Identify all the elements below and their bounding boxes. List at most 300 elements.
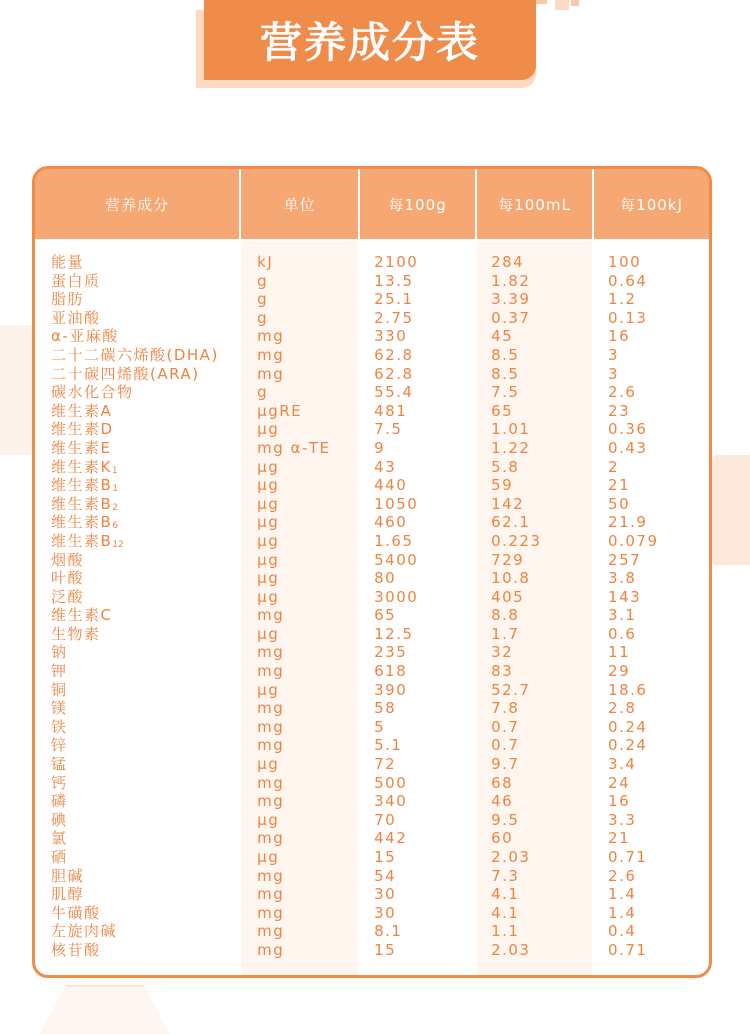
column-body-nutrient <box>35 241 239 975</box>
cell-text: 5.8 <box>491 457 520 476</box>
cell-text: 2.6 <box>608 383 637 402</box>
table-cell-name <box>51 458 239 477</box>
cell-text: 4.1 <box>491 885 520 904</box>
table-cell-g100 <box>374 625 475 644</box>
table-cell-ml100 <box>491 904 592 923</box>
cell-text: 58 <box>374 699 397 718</box>
table-cell-g100 <box>374 272 475 291</box>
cell-text: 32 <box>491 643 514 662</box>
table-cell-g100 <box>374 662 475 681</box>
cell-text: mg <box>257 736 285 755</box>
cell-text: 8.1 <box>374 922 403 941</box>
table-cell-ml100 <box>491 922 592 941</box>
table-cell-kj100 <box>608 606 709 625</box>
table-cell-unit <box>257 476 358 495</box>
cell-text: 7.5 <box>491 383 520 402</box>
table-cell-kj100 <box>608 774 709 793</box>
table-cell-ml100 <box>491 829 592 848</box>
table-cell-name <box>51 253 239 272</box>
cell-subscript: 6 <box>112 521 119 532</box>
table-cell-unit <box>257 272 358 291</box>
cell-text: 维生素B <box>51 476 113 495</box>
cell-text: g <box>257 271 269 290</box>
table-cell-kj100 <box>608 476 709 495</box>
table-cell-kj100 <box>608 625 709 644</box>
cell-text: 460 <box>374 513 408 532</box>
table-cell-kj100 <box>608 904 709 923</box>
cell-text: 0.43 <box>608 438 648 457</box>
table-cell-unit <box>257 606 358 625</box>
table-cell-ml100 <box>491 792 592 811</box>
table-cell-name <box>51 513 239 532</box>
cell-text: 4.1 <box>491 903 520 922</box>
cell-text: 泛酸 <box>51 587 85 606</box>
cell-text: 1.4 <box>608 903 637 922</box>
table-cell-name <box>51 625 239 644</box>
cell-text: 2.75 <box>374 308 414 327</box>
table-cell-name <box>51 718 239 737</box>
table-cell-unit <box>257 365 358 384</box>
cell-text: 0.4 <box>608 922 637 941</box>
table-cell-kj100 <box>608 513 709 532</box>
table-cell-unit <box>257 643 358 662</box>
cell-text: mg <box>257 885 285 904</box>
cell-text: 肌醇 <box>51 885 85 904</box>
table-cell-ml100 <box>491 458 592 477</box>
table-cell-kj100 <box>608 792 709 811</box>
cell-text: 锰 <box>51 755 68 774</box>
table-cell-kj100 <box>608 867 709 886</box>
nutrition-table <box>32 166 712 978</box>
table-cell-name <box>51 402 239 421</box>
cell-text: 481 <box>374 401 408 420</box>
table-cell-ml100 <box>491 569 592 588</box>
cell-text: 维生素C <box>51 606 113 625</box>
table-cell-name <box>51 309 239 328</box>
table-cell-unit <box>257 662 358 681</box>
cell-text: 442 <box>374 829 408 848</box>
cell-text: g <box>257 383 269 402</box>
cell-text: 碳水化合物 <box>51 383 134 402</box>
cell-text: 核苷酸 <box>51 940 101 959</box>
table-cell-unit <box>257 904 358 923</box>
cell-text: 62.8 <box>374 345 414 364</box>
cell-subscript: 2 <box>112 502 119 513</box>
table-cell-ml100 <box>491 885 592 904</box>
table-cell-ml100 <box>491 253 592 272</box>
table-cell-ml100 <box>491 476 592 495</box>
table-cell-ml100 <box>491 606 592 625</box>
cell-text: 62.8 <box>374 364 414 383</box>
cell-text: μg <box>257 569 280 588</box>
cell-text: 蛋白质 <box>51 271 101 290</box>
table-cell-kj100 <box>608 365 709 384</box>
table-cell-name <box>51 327 239 346</box>
cell-text: 碘 <box>51 810 68 829</box>
cell-text: 30 <box>374 903 397 922</box>
table-cell-ml100 <box>491 848 592 867</box>
cell-text: mg <box>257 662 285 681</box>
cell-text: 11 <box>608 643 631 662</box>
cell-text: 铜 <box>51 680 68 699</box>
cell-text: 16 <box>608 792 631 811</box>
table-cell-unit <box>257 551 358 570</box>
cell-text: 68 <box>491 773 514 792</box>
cell-text: mg <box>257 773 285 792</box>
cell-text: mg <box>257 922 285 941</box>
table-cell-ml100 <box>491 811 592 830</box>
cell-text: 二十碳四烯酸(ARA) <box>51 364 200 383</box>
table-cell-ml100 <box>491 495 592 514</box>
table-cell-g100 <box>374 699 475 718</box>
table-cell-g100 <box>374 606 475 625</box>
cell-text: 0.71 <box>608 848 648 866</box>
cell-text: 18.6 <box>608 680 648 699</box>
cell-text: 729 <box>491 550 525 569</box>
cell-text: 23 <box>608 401 631 420</box>
table-cell-kj100 <box>608 829 709 848</box>
cell-text: 52.7 <box>491 680 531 699</box>
cell-text: 8.8 <box>491 606 520 625</box>
table-cell-ml100 <box>491 941 592 960</box>
cell-text: 257 <box>608 550 642 569</box>
cell-text: 83 <box>491 662 514 681</box>
table-cell-kj100 <box>608 941 709 960</box>
table-cell-kj100 <box>608 551 709 570</box>
table-cell-ml100 <box>491 346 592 365</box>
title-banner <box>196 0 546 90</box>
cell-text: mg <box>257 717 285 736</box>
table-cell-kj100 <box>608 755 709 774</box>
cell-text: 21 <box>608 829 631 848</box>
column-per-100ml <box>475 169 592 975</box>
cell-text: 0.7 <box>491 736 520 755</box>
table-cell-ml100 <box>491 718 592 737</box>
table-cell-g100 <box>374 327 475 346</box>
cell-text: 能量 <box>51 253 85 271</box>
table-cell-kj100 <box>608 272 709 291</box>
table-cell-g100 <box>374 253 475 272</box>
table-cell-g100 <box>374 532 475 551</box>
cell-text: μg <box>257 513 280 532</box>
table-cell-kj100 <box>608 662 709 681</box>
cell-text: 0.7 <box>491 717 520 736</box>
table-cell-unit <box>257 309 358 328</box>
table-cell-unit <box>257 327 358 346</box>
table-cell-ml100 <box>491 588 592 607</box>
table-cell-unit <box>257 253 358 272</box>
cell-subscript: 1 <box>112 484 119 495</box>
cell-text: μg <box>257 624 280 643</box>
cell-text: 0.36 <box>608 420 648 439</box>
table-cell-g100 <box>374 365 475 384</box>
table-cell-unit <box>257 588 358 607</box>
cell-text: 390 <box>374 680 408 699</box>
cell-text: 70 <box>374 810 397 829</box>
column-header-per-100ml: 每100mL <box>477 169 592 241</box>
table-cell-kj100 <box>608 439 709 458</box>
background-decoration-bottom <box>40 985 170 1034</box>
table-cell-kj100 <box>608 420 709 439</box>
table-cell-g100 <box>374 420 475 439</box>
table-cell-unit <box>257 941 358 960</box>
cell-text: g <box>257 308 269 327</box>
table-cell-ml100 <box>491 383 592 402</box>
cell-text: 16 <box>608 327 631 346</box>
table-cell-name <box>51 495 239 514</box>
table-cell-g100 <box>374 774 475 793</box>
table-cell-unit <box>257 346 358 365</box>
table-cell-unit <box>257 402 358 421</box>
table-cell-unit <box>257 495 358 514</box>
table-cell-ml100 <box>491 755 592 774</box>
page-title: 营养成分表 <box>259 18 480 67</box>
cell-text: 9.7 <box>491 755 520 774</box>
cell-text: 340 <box>374 792 408 811</box>
cell-text: 46 <box>491 792 514 811</box>
table-cell-unit <box>257 681 358 700</box>
cell-text: 钠 <box>51 643 68 662</box>
table-cell-name <box>51 811 239 830</box>
cell-text: mg <box>257 792 285 811</box>
table-cell-ml100 <box>491 699 592 718</box>
cell-text: 2100 <box>374 253 419 271</box>
cell-text: 维生素B <box>51 494 113 513</box>
cell-text: 618 <box>374 662 408 681</box>
table-cell-unit <box>257 848 358 867</box>
table-cell-ml100 <box>491 420 592 439</box>
table-cell-unit <box>257 811 358 830</box>
cell-text: 3.4 <box>608 755 637 774</box>
cell-text: α-亚麻酸 <box>51 327 119 346</box>
cell-text: μg <box>257 550 280 569</box>
cell-text: 43 <box>374 457 397 476</box>
table-cell-name <box>51 606 239 625</box>
table-cell-name <box>51 867 239 886</box>
cell-text: 0.64 <box>608 271 648 290</box>
table-cell-kj100 <box>608 569 709 588</box>
table-cell-kj100 <box>608 532 709 551</box>
column-per-100g <box>358 169 475 975</box>
cell-text: 镁 <box>51 699 68 718</box>
table-cell-g100 <box>374 848 475 867</box>
cell-text: mg <box>257 606 285 625</box>
table-cell-ml100 <box>491 551 592 570</box>
cell-text: 维生素D <box>51 420 114 439</box>
table-cell-ml100 <box>491 532 592 551</box>
cell-text: 1.82 <box>491 271 531 290</box>
column-header-unit: 单位 <box>241 169 358 241</box>
cell-text: 330 <box>374 327 408 346</box>
cell-text: 405 <box>491 587 525 606</box>
table-cell-g100 <box>374 290 475 309</box>
table-cell-name <box>51 885 239 904</box>
column-body-per-100ml <box>477 241 592 975</box>
cell-text: mg <box>257 345 285 364</box>
table-cell-g100 <box>374 495 475 514</box>
cell-text: 亚油酸 <box>51 308 101 327</box>
cell-text: 氯 <box>51 829 68 848</box>
table-cell-g100 <box>374 681 475 700</box>
table-cell-ml100 <box>491 402 592 421</box>
cell-text: 0.71 <box>608 940 648 959</box>
cell-text: 1.4 <box>608 885 637 904</box>
table-cell-ml100 <box>491 309 592 328</box>
table-cell-g100 <box>374 643 475 662</box>
cell-text: 2.8 <box>608 699 637 718</box>
table-cell-kj100 <box>608 848 709 867</box>
table-cell-g100 <box>374 904 475 923</box>
table-cell-ml100 <box>491 774 592 793</box>
cell-text: 1.1 <box>491 922 520 941</box>
table-cell-name <box>51 755 239 774</box>
table-cell-unit <box>257 513 358 532</box>
cell-text: 3.3 <box>608 810 637 829</box>
table-cell-unit <box>257 383 358 402</box>
cell-text: 0.37 <box>491 308 531 327</box>
table-cell-g100 <box>374 792 475 811</box>
table-cell-name <box>51 365 239 384</box>
table-cell-g100 <box>374 867 475 886</box>
table-cell-kj100 <box>608 681 709 700</box>
cell-text: 15 <box>374 940 397 959</box>
table-cell-ml100 <box>491 513 592 532</box>
table-cell-g100 <box>374 402 475 421</box>
table-cell-name <box>51 829 239 848</box>
table-cell-unit <box>257 458 358 477</box>
cell-text: 21.9 <box>608 513 648 532</box>
table-cell-kj100 <box>608 699 709 718</box>
cell-text: 9 <box>374 438 386 457</box>
table-cell-name <box>51 681 239 700</box>
table-cell-unit <box>257 922 358 941</box>
table-cell-name <box>51 922 239 941</box>
cell-text: 牛磺酸 <box>51 903 101 922</box>
cell-text: 0.13 <box>608 308 648 327</box>
table-cell-unit <box>257 829 358 848</box>
table-cell-ml100 <box>491 272 592 291</box>
cell-text: 8.5 <box>491 345 520 364</box>
cell-text: 10.8 <box>491 569 531 588</box>
table-cell-kj100 <box>608 811 709 830</box>
cell-text: 2.6 <box>608 866 637 885</box>
cell-text: 25.1 <box>374 290 414 309</box>
table-cell-kj100 <box>608 383 709 402</box>
cell-text: 2.03 <box>491 848 531 866</box>
cell-text: mg <box>257 903 285 922</box>
table-cell-name <box>51 346 239 365</box>
cell-text: 45 <box>491 327 514 346</box>
table-cell-ml100 <box>491 662 592 681</box>
cell-text: μg <box>257 494 280 513</box>
title-banner-box <box>204 0 536 80</box>
table-cell-unit <box>257 718 358 737</box>
cell-text: 500 <box>374 773 408 792</box>
cell-text: 0.24 <box>608 717 648 736</box>
cell-text: μg <box>257 457 280 476</box>
cell-text: 7.8 <box>491 699 520 718</box>
cell-text: 54 <box>374 866 397 885</box>
cell-text: 维生素A <box>51 401 113 420</box>
cell-text: 5400 <box>374 550 419 569</box>
table-cell-name <box>51 290 239 309</box>
table-cell-unit <box>257 625 358 644</box>
table-cell-kj100 <box>608 588 709 607</box>
cell-text: 5.1 <box>374 736 403 755</box>
table-cell-kj100 <box>608 290 709 309</box>
cell-text: 8.5 <box>491 364 520 383</box>
cell-text: 硒 <box>51 848 68 866</box>
table-cell-g100 <box>374 755 475 774</box>
cell-text: 1.22 <box>491 438 531 457</box>
table-cell-name <box>51 420 239 439</box>
table-cell-unit <box>257 867 358 886</box>
cell-text: 1.65 <box>374 531 414 550</box>
cell-text: 29 <box>608 662 631 681</box>
cell-text: 生物素 <box>51 624 101 643</box>
table-cell-unit <box>257 290 358 309</box>
cell-text: μgRE <box>257 401 303 420</box>
table-cell-ml100 <box>491 365 592 384</box>
table-cell-g100 <box>374 718 475 737</box>
cell-text: 100 <box>608 253 642 271</box>
cell-text: mg <box>257 643 285 662</box>
table-cell-name <box>51 904 239 923</box>
cell-text: 锌 <box>51 736 68 755</box>
cell-text: 3.8 <box>608 569 637 588</box>
cell-text: 65 <box>374 606 397 625</box>
table-cell-name <box>51 569 239 588</box>
cell-text: μg <box>257 531 280 550</box>
cell-text: 维生素K <box>51 457 112 476</box>
column-body-unit <box>241 241 358 975</box>
cell-text: 60 <box>491 829 514 848</box>
table-cell-ml100 <box>491 643 592 662</box>
cell-text: μg <box>257 848 280 866</box>
cell-text: 1.01 <box>491 420 531 439</box>
table-cell-g100 <box>374 383 475 402</box>
table-cell-name <box>51 439 239 458</box>
table-cell-name <box>51 699 239 718</box>
cell-text: 13.5 <box>374 271 414 290</box>
cell-text: 50 <box>608 494 631 513</box>
cell-text: 1050 <box>374 494 419 513</box>
table-cell-g100 <box>374 569 475 588</box>
cell-text: 1.2 <box>608 290 637 309</box>
cell-text: mg <box>257 327 285 346</box>
table-cell-unit <box>257 885 358 904</box>
cell-text: 1.7 <box>491 624 520 643</box>
cell-text: 0.24 <box>608 736 648 755</box>
table-cell-kj100 <box>608 402 709 421</box>
table-cell-kj100 <box>608 327 709 346</box>
table-cell-unit <box>257 755 358 774</box>
cell-text: 55.4 <box>374 383 414 402</box>
cell-text: μg <box>257 755 280 774</box>
cell-text: 7.5 <box>374 420 403 439</box>
table-cell-ml100 <box>491 681 592 700</box>
table-cell-g100 <box>374 922 475 941</box>
table-cell-name <box>51 941 239 960</box>
cell-text: mg <box>257 699 285 718</box>
table-cell-g100 <box>374 458 475 477</box>
table-cell-ml100 <box>491 867 592 886</box>
table-cell-g100 <box>374 829 475 848</box>
cell-text: μg <box>257 680 280 699</box>
cell-text: 3000 <box>374 587 419 606</box>
table-cell-g100 <box>374 551 475 570</box>
table-cell-unit <box>257 439 358 458</box>
